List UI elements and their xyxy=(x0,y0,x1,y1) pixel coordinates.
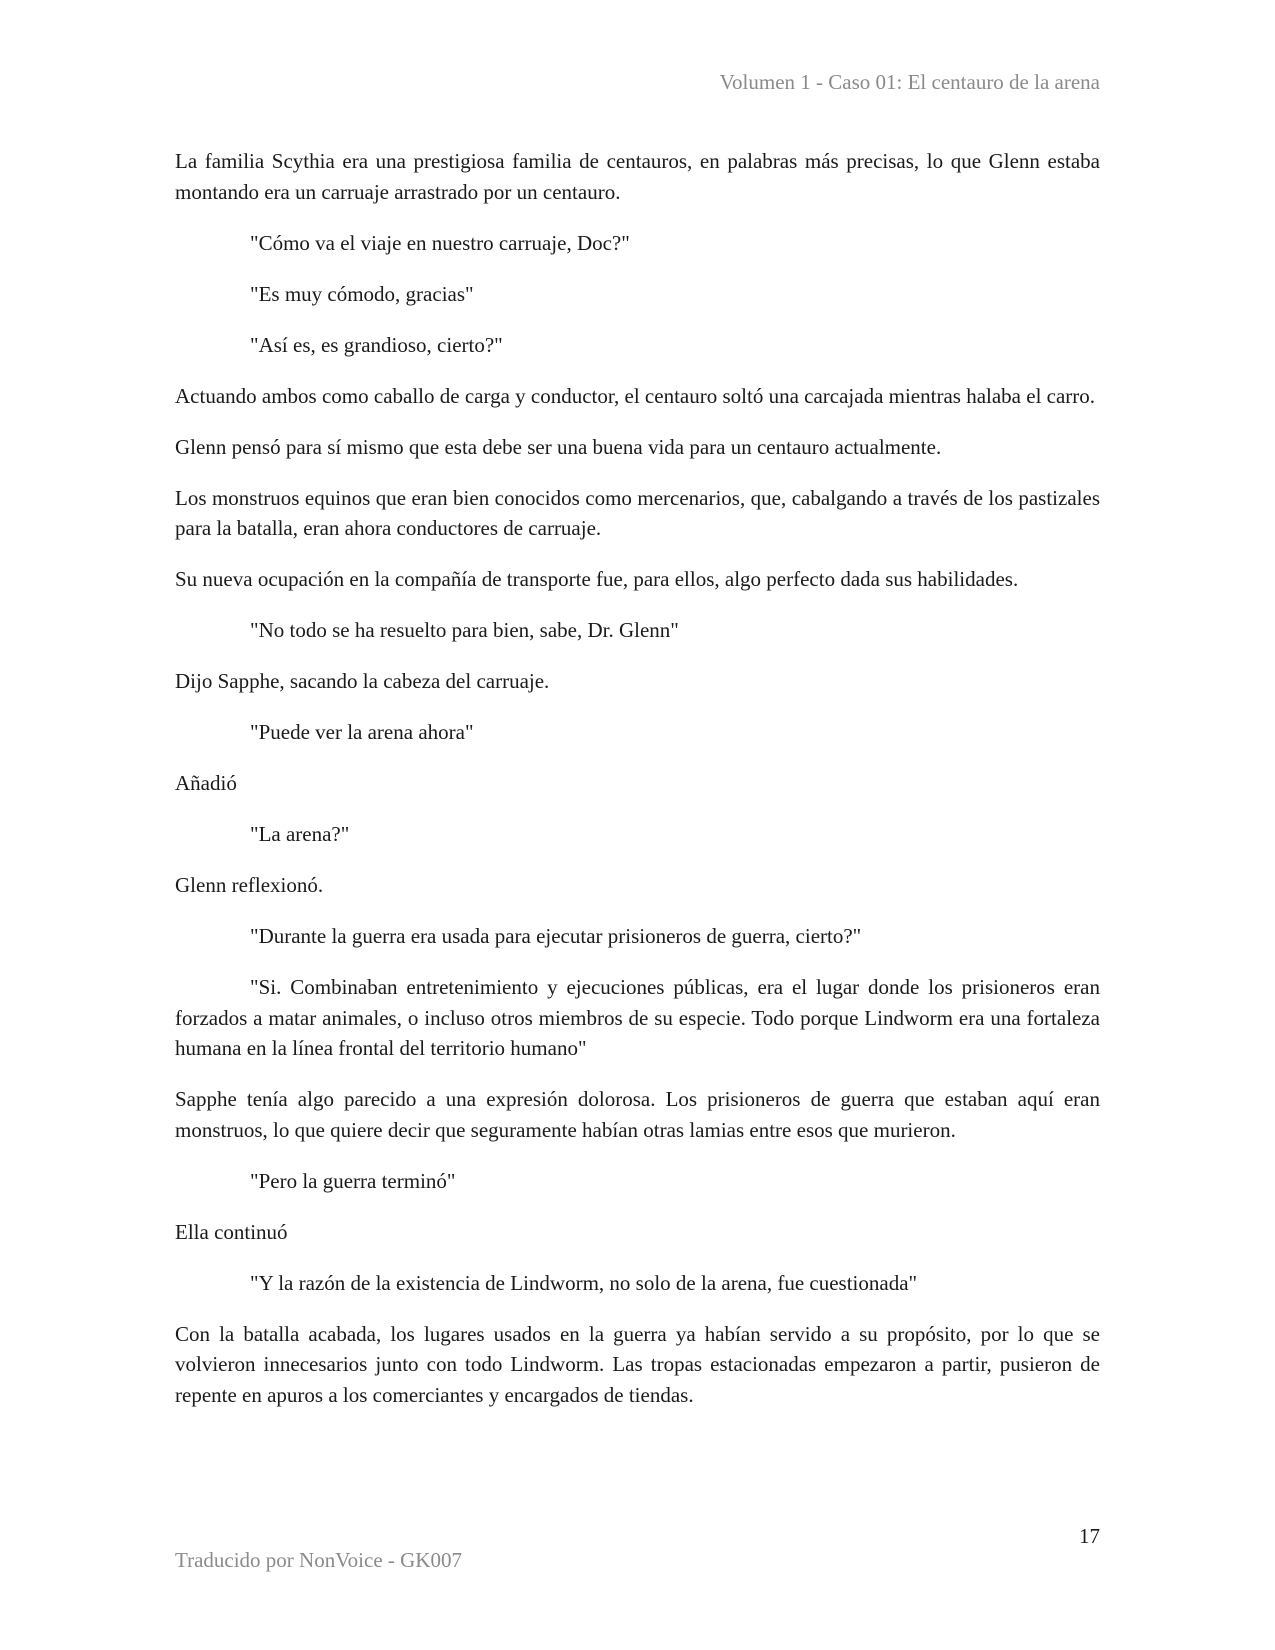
dialog-line: "Y la razón de la existencia de Lindworm, no solo de la arena, fue cuestionada" xyxy=(250,1270,918,1295)
paragraph: Ella continuó xyxy=(175,1219,288,1244)
paragraph: Con la batalla acabada, los lugares usados en la guerra ya habían servido a su propósito, por lo que se volvieron innecesarios junto con todo Lindworm. Las tropas estacionadas empezaron a partir, pusieron de repente en apuros a los comerciantes y encargados de tiendas. xyxy=(175,1321,1100,1407)
dialog-line: "Es muy cómodo, gracias" xyxy=(250,281,474,306)
page-number: 17 xyxy=(1079,1524,1100,1548)
paragraph: Su nueva ocupación en la compañía de transporte fue, para ellos, algo perfecto dada sus habilidades. xyxy=(175,567,1019,591)
dialog-line: "Si. Combinaban entretenimiento y ejecuciones públicas, era el lugar donde los prisioneros eran forzados a matar animales, o incluso otros miembros de su especie. Todo porque Lindworm era una fortaleza humana en la línea frontal del territorio humano" xyxy=(175,975,1100,1060)
translator-credit: Traducido por NonVoice - GK007 xyxy=(175,1548,462,1572)
dialog-line: "Durante la guerra era usada para ejecutar prisioneros de guerra, cierto?" xyxy=(250,924,862,948)
paragraph: Glenn reflexionó. xyxy=(175,873,324,897)
dialog-line: "Así es, es grandioso, cierto?" xyxy=(250,332,503,357)
dialog-line: "No todo se ha resuelto para bien, sabe, Dr. Glenn" xyxy=(250,618,679,642)
dialog-line: "Puede ver la arena ahora" xyxy=(250,720,474,744)
dialog-line: "La arena?" xyxy=(250,822,350,846)
paragraph: Actuando ambos como caballo de carga y conductor, el centauro soltó una carcajada mientras halaba el carro. xyxy=(175,383,1096,408)
running-header: Volumen 1 - Caso 01: El centauro de la arena xyxy=(719,70,1100,94)
paragraph: La familia Scythia era una prestigiosa familia de centauros, en palabras más precisas, lo que Glenn estaba montando era un carruaje arrastrado por un centauro. xyxy=(175,149,1100,204)
dialog-line: "Cómo va el viaje en nuestro carruaje, Doc?" xyxy=(250,230,630,255)
dialog-line: "Pero la guerra terminó" xyxy=(250,1168,456,1193)
paragraph: Sapphe tenía algo parecido a una expresión dolorosa. Los prisioneros de guerra que estaban aquí eran monstruos, lo que quiere decir que seguramente habían otras lamias entre esos que murieron. xyxy=(175,1087,1100,1142)
paragraph: Añadió xyxy=(175,771,237,795)
paragraph: Dijo Sapphe, sacando la cabeza del carruaje. xyxy=(175,669,550,693)
paragraph: Glenn pensó para sí mismo que esta debe ser una buena vida para un centauro actualmente. xyxy=(175,434,942,459)
body-text xyxy=(175,146,1100,1431)
paragraph: Los monstruos equinos que eran bien conocidos como mercenarios, que, cabalgando a través de los pastizales para la batalla, eran ahora conductores de carruaje. xyxy=(175,485,1100,540)
